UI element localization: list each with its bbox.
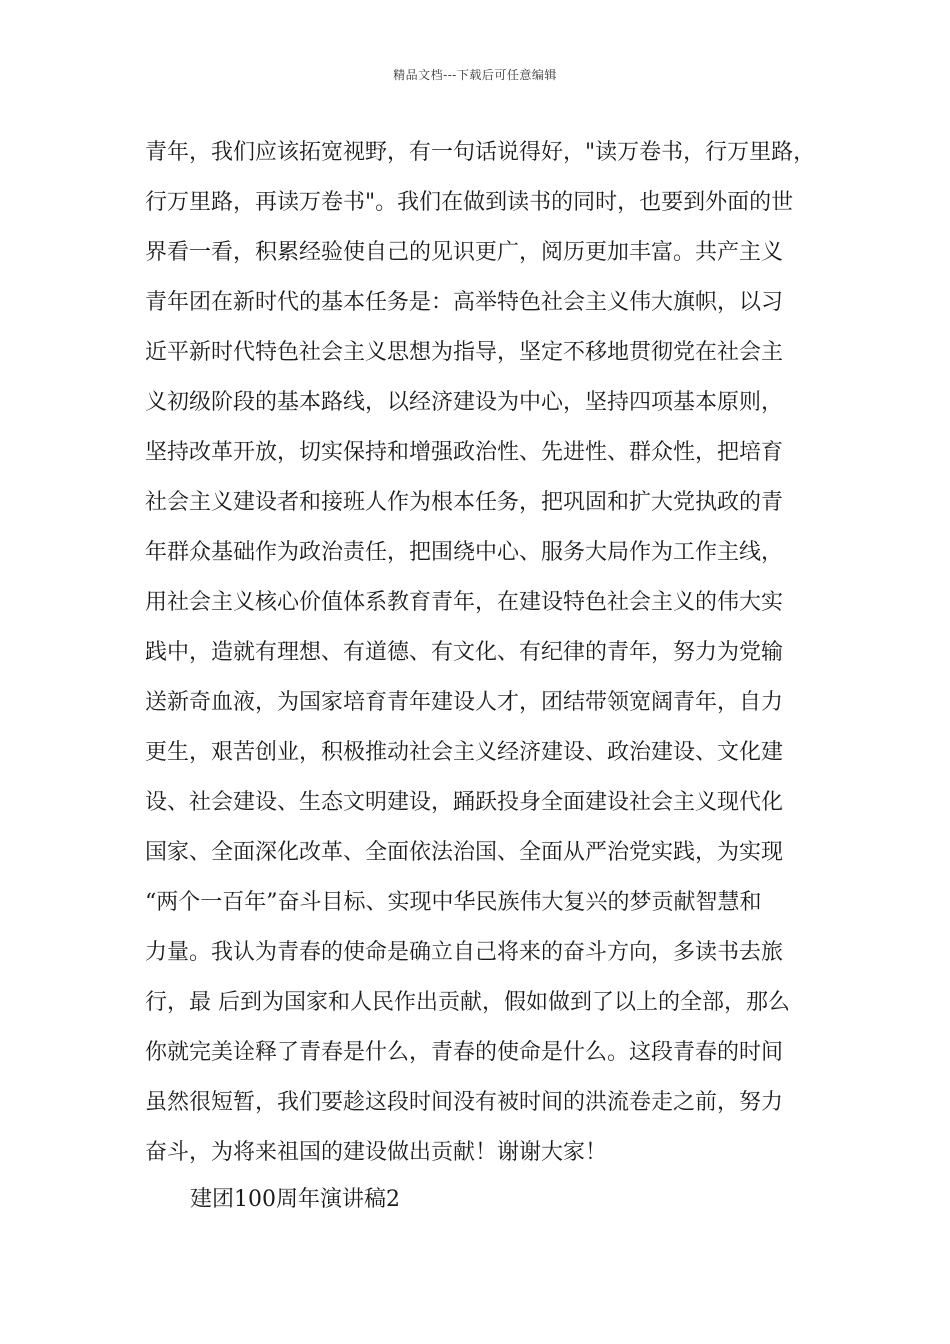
text-line: 行万里路，再读万卷书"。我们在做到读书的同时，也要到外面的世 — [145, 190, 794, 215]
text-line: 青年团在新时代的基本任务是：高举特色社会主义伟大旗帜，以习 — [145, 290, 784, 315]
text-line: 设、社会建设、生态文明建设，踊跃投身全面建设社会主义现代化 — [145, 790, 784, 815]
text-line: 力量。我认为青春的使命是确立自己将来的奋斗方向，多读书去旅 — [145, 940, 784, 965]
page-header: 精品文档---下载后可任意编辑 — [393, 68, 557, 82]
text-line: 用社会主义核心价值体系教育青年，在建设特色社会主义的伟大实 — [145, 590, 784, 615]
text-line: 社会主义建设者和接班人作为根本任务，把巩固和扩大党执政的青 — [145, 490, 784, 515]
text-line: 年群众基础作为政治责任，把围绕中心、服务大局作为工作主线， — [145, 540, 784, 565]
text-line: 奋斗，为将来祖国的建设做出贡献！谢谢大家！ — [145, 1140, 608, 1165]
text-line: 行，最 后到为国家和人民作出贡献，假如做到了以上的全部，那么 — [145, 990, 790, 1015]
text-line: “两个一百年”奋斗目标、实现中华民族伟大复兴的梦贡献智慧和 — [145, 890, 762, 915]
text-line: 你就完美诠释了青春是什么，青春的使命是什么。这段青春的时间 — [145, 1040, 784, 1065]
text-line: 虽然很短暂，我们要趁这段时间没有被时间的洪流卷走之前，努力 — [145, 1090, 784, 1115]
text-line: 国家、全面深化改革、全面依法治国、全面从严治党实践，为实现 — [145, 840, 784, 865]
body-text — [145, 128, 845, 1178]
text-line: 近平新时代特色社会主义思想为指导，坚定不移地贯彻党在社会主 — [145, 340, 784, 365]
text-line: 界看一看，积累经验使自己的见识更广，阅历更加丰富。共产主义 — [145, 240, 784, 265]
text-line: 践中，造就有理想、有道德、有文化、有纪律的青年，努力为党输 — [145, 640, 784, 665]
text-line: 青年，我们应该拓宽视野，有一句话说得好，"读万卷书，行万里路， — [145, 140, 816, 165]
section-heading: 建团100周年演讲稿2 — [190, 1187, 400, 1212]
text-line: 送新奇血液，为国家培育青年建设人才，团结带领宽阔青年，自力 — [145, 690, 784, 715]
text-line: 更生，艰苦创业，积极推动社会主义经济建设、政治建设、文化建 — [145, 740, 784, 765]
text-line: 坚持改革开放，切实保持和增强政治性、先进性、群众性，把培育 — [145, 440, 784, 465]
text-line: 义初级阶段的基本路线，以经济建设为中心，坚持四项基本原则， — [145, 390, 784, 415]
